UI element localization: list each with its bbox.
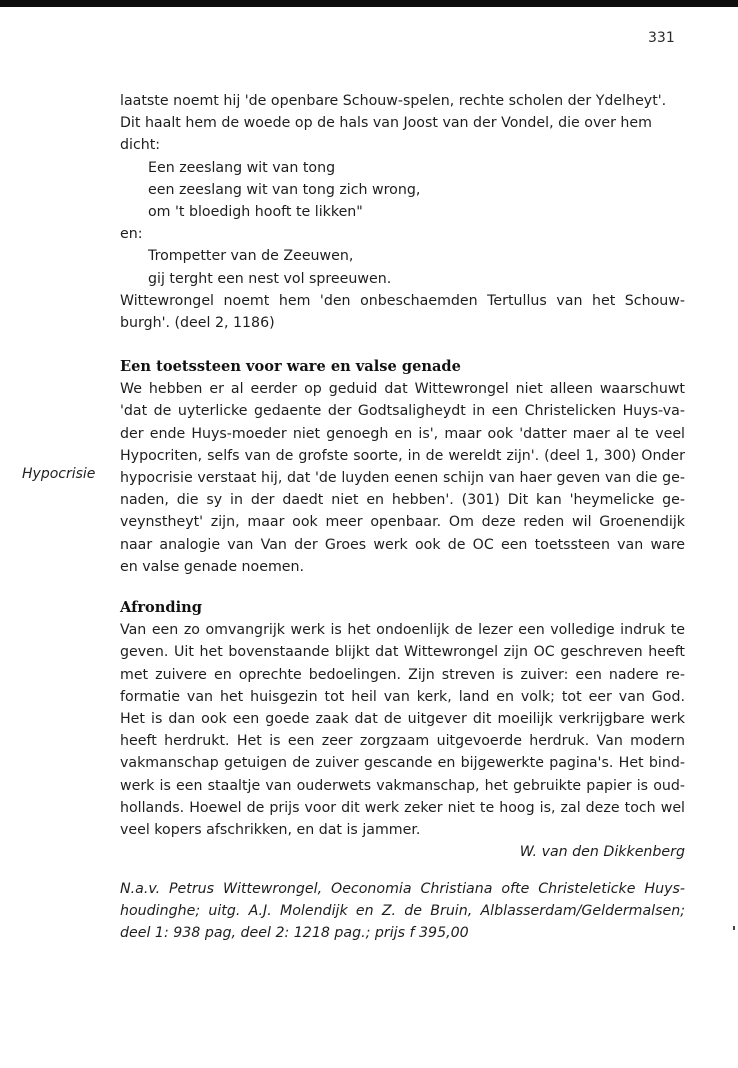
text-line: Wittewrongel noemt hem 'den onbeschaemden Tertullus van het Schouw-: [120, 292, 685, 309]
margin-note: Hypocrisie: [22, 466, 96, 482]
section-toetssteen: [120, 356, 685, 578]
text-line: We hebben er al eerder op geduid dat Wittewrongel niet alleen waarschuwt: [120, 381, 685, 398]
book-reference: [120, 878, 685, 945]
section-afronding: [120, 597, 685, 863]
text-line: laatste noemt hij 'de openbare Schouw-spelen, rechte scholen der Ydelheyt'.: [120, 93, 667, 109]
text-line: dicht:: [120, 137, 161, 154]
text-line: burgh'. (deel 2, 1186): [120, 314, 275, 331]
section-heading: Afronding: [120, 599, 202, 616]
text-line: Van een zo omvangrijk werk is het ondoenlijk de lezer een volledige indruk te: [120, 622, 685, 639]
text-line: Dit haalt hem de woede op de hals van Joost van der Vondel, die over hem: [120, 115, 652, 132]
poem-line: Trompetter van de Zeeuwen,: [148, 248, 354, 265]
reference-line: N.a.v. Petrus Wittewrongel, Oeconomia Christiana ofte Christeleticke Huys-: [120, 881, 685, 897]
text-line: werk is een staaltje van ouderwets vakmanschap, het gebruikte papier is oud-: [120, 777, 685, 794]
top-edge-bar: [0, 0, 738, 7]
reference-line: deel 1: 938 pag, deel 2: 1218 pag.; prijs f 395,00: [120, 925, 469, 942]
text-line: veynstheyt' zijn, maar ook meer openbaar. Om deze reden wil Groenendijk: [120, 514, 685, 531]
text-line: hypocrisie verstaat hij, dat 'de luyden eenen schijn van haer geven van die ge-: [120, 469, 685, 486]
author-signature: W. van den Dikkenberg: [519, 844, 685, 861]
poem-line: Een zeeslang wit van tong: [148, 159, 336, 176]
text-line: vakmanschap getuigen de zuiver gescande en bijgewerkte pagina's. Het bind-: [120, 755, 685, 772]
text-line: hollands. Hoewel de prijs voor dit werk zeker niet te hoog is, zal deze toch wel: [120, 799, 685, 816]
text-line: en:: [120, 226, 143, 243]
text-line: naar analogie van Van der Groes werk ook de OC een toetssteen van ware: [120, 536, 685, 553]
poem-line: een zeeslang wit van tong zich wrong,: [148, 181, 421, 198]
text-line: formatie van het huisgezin tot heil van kerk, land en volk; tot eer van God.: [120, 688, 685, 705]
text-line: veel kopers afschrikken, en dat is jammer.: [120, 821, 421, 838]
text-line: 'dat de uyterlicke gedaente der Godtsaligheydt in een Christelicken Huys-va-: [120, 403, 685, 420]
text-line: geven. Uit het bovenstaande blijkt dat Wittewrongel zijn OC geschreven heeft: [120, 644, 685, 661]
text-line: naden, die sy in der daedt niet en hebben'. (301) Dit kan 'heymelicke ge-: [120, 492, 685, 509]
text-line: heeft herdrukt. Het is een zeer zorgzaam uitgevoerde herdruk. Van modern: [120, 733, 685, 750]
scan-speck: [733, 926, 735, 930]
text-line: en valse genade noemen.: [120, 558, 305, 575]
text-line: met zuivere en oprechte bedoelingen. Zijn streven is zuiver: een nadere re-: [120, 666, 685, 683]
poem-line: gij terght een nest vol spreeuwen.: [148, 270, 392, 287]
text-line: Het is dan ook een goede zaak dat de uitgever dit moeilijk verkrijgbare werk: [120, 710, 685, 727]
poem-line: om 't bloedigh hooft te likken": [148, 203, 363, 220]
section-heading: Een toetssteen voor ware en valse genade: [120, 358, 461, 375]
intro-block: [120, 90, 685, 334]
text-line: der ende Huys-moeder niet genoegh en is', maar ook 'datter maer al te veel: [120, 425, 685, 442]
page-number: 331: [648, 30, 675, 46]
text-line: Hypocriten, selfs van de grofste soorte, in de wereldt zijn'. (deel 1, 300) Onder: [120, 447, 685, 464]
reference-line: houdinghe; uitg. A.J. Molendijk en Z. de Bruin, Alblasserdam/Geldermalsen;: [120, 903, 685, 920]
